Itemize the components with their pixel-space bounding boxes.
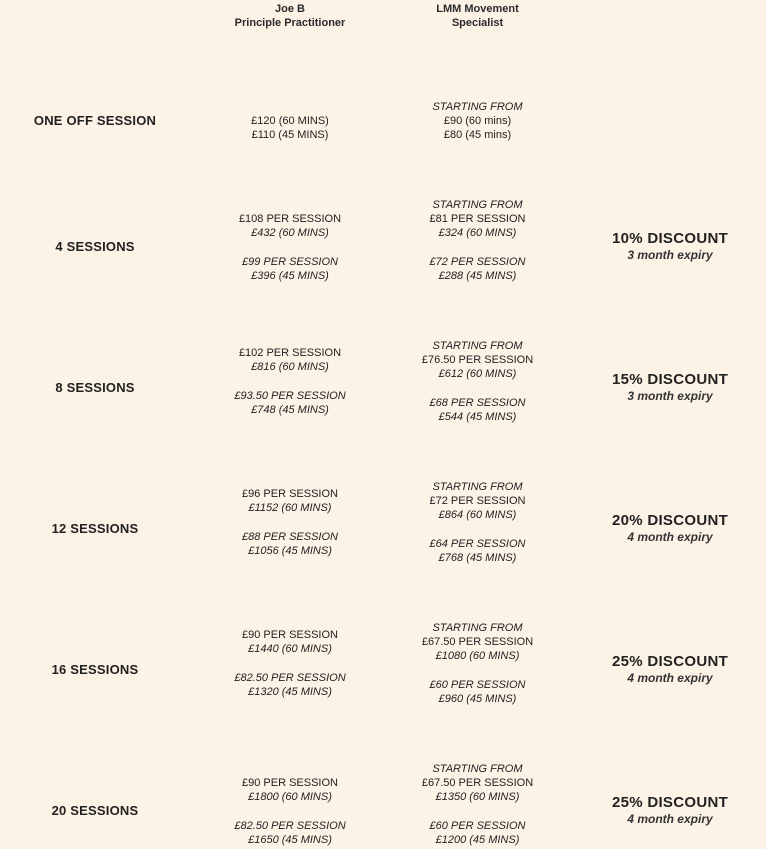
price-line: £64 PER SESSION bbox=[429, 538, 526, 550]
discount-expiry: 4 month expiry bbox=[627, 671, 713, 685]
row-label: ONE OFF SESSION bbox=[33, 113, 157, 128]
discount-title: 25% DISCOUNT bbox=[611, 653, 729, 670]
discount-expiry: 3 month expiry bbox=[627, 248, 713, 262]
price-line: £67.50 PER SESSION bbox=[421, 636, 534, 648]
column-header-lmm bbox=[415, 2, 540, 30]
discount-badge bbox=[590, 371, 750, 403]
price-line: £288 (45 MINS) bbox=[438, 270, 517, 282]
price-line: £1152 (60 MINS) bbox=[248, 502, 332, 514]
starting-from-label: STARTING FROM bbox=[432, 481, 523, 493]
row-label: 4 SESSIONS bbox=[55, 239, 135, 254]
discount-title: 25% DISCOUNT bbox=[611, 794, 729, 811]
price-line: £324 (60 MINS) bbox=[438, 227, 517, 239]
price-line: £99 PER SESSION bbox=[242, 256, 338, 268]
price-line: £1440 (60 MINS) bbox=[248, 643, 332, 655]
row-label: 16 SESSIONS bbox=[51, 662, 139, 677]
price-line: £1650 (45 MINS) bbox=[248, 834, 332, 846]
price-line: £1800 (60 MINS) bbox=[248, 791, 332, 803]
joe-prices bbox=[220, 776, 360, 847]
joe-prices bbox=[220, 212, 360, 283]
starting-from-label: STARTING FROM bbox=[432, 622, 523, 634]
price-line: £80 (45 mins) bbox=[443, 129, 512, 141]
price-line: £544 (45 MINS) bbox=[438, 411, 517, 423]
row-label: 8 SESSIONS bbox=[55, 380, 135, 395]
price-line: £67.50 PER SESSION bbox=[421, 777, 534, 789]
discount-title: 20% DISCOUNT bbox=[611, 512, 729, 529]
joe-prices bbox=[220, 346, 360, 417]
price-line: £432 (60 MINS) bbox=[251, 227, 329, 239]
price-line: £110 (45 MINS) bbox=[251, 129, 329, 141]
price-line: £90 (60 mins) bbox=[443, 115, 512, 127]
price-line: £120 (60 MINS) bbox=[251, 115, 329, 127]
price-line: £72 PER SESSION bbox=[429, 256, 526, 268]
price-line: £90 PER SESSION bbox=[242, 629, 338, 641]
starting-from-label: STARTING FROM bbox=[432, 763, 523, 775]
price-line: £82.50 PER SESSION bbox=[234, 820, 346, 832]
price-line: £60 PER SESSION bbox=[429, 820, 526, 832]
lmm-prices bbox=[400, 762, 555, 847]
price-line: £68 PER SESSION bbox=[429, 397, 526, 409]
price-line: £816 (60 MINS) bbox=[251, 361, 329, 373]
price-line: £72 PER SESSION bbox=[429, 495, 526, 507]
price-line: £1200 (45 MINS) bbox=[435, 834, 520, 846]
price-line: £76.50 PER SESSION bbox=[421, 354, 534, 366]
starting-from-label: STARTING FROM bbox=[432, 340, 523, 352]
header-title: Principle Practitioner bbox=[234, 17, 346, 29]
price-line: £60 PER SESSION bbox=[429, 679, 526, 691]
price-line: £90 PER SESSION bbox=[242, 777, 338, 789]
header-name: Joe B bbox=[275, 3, 305, 15]
discount-title: 15% DISCOUNT bbox=[611, 371, 729, 388]
price-line: £748 (45 MINS) bbox=[251, 404, 329, 416]
price-line: £102 PER SESSION bbox=[238, 347, 342, 359]
price-line: £96 PER SESSION bbox=[242, 488, 338, 500]
lmm-prices bbox=[400, 480, 555, 565]
price-line: £1350 (60 MINS) bbox=[435, 791, 520, 803]
price-line: £82.50 PER SESSION bbox=[234, 672, 346, 684]
row-label: 12 SESSIONS bbox=[51, 521, 139, 536]
price-line: £81 PER SESSION bbox=[429, 213, 526, 225]
price-line: £93.50 PER SESSION bbox=[234, 390, 346, 402]
discount-badge bbox=[590, 512, 750, 544]
lmm-prices bbox=[400, 621, 555, 706]
discount-expiry: 3 month expiry bbox=[627, 389, 713, 403]
price-line: £108 PER SESSION bbox=[238, 213, 342, 225]
price-line: £768 (45 MINS) bbox=[438, 552, 517, 564]
row-label: 20 SESSIONS bbox=[51, 803, 139, 818]
lmm-prices bbox=[400, 198, 555, 283]
discount-badge bbox=[590, 794, 750, 826]
discount-expiry: 4 month expiry bbox=[627, 812, 713, 826]
discount-badge bbox=[590, 230, 750, 262]
price-line: £396 (45 MINS) bbox=[251, 270, 329, 282]
price-line: £1056 (45 MINS) bbox=[248, 545, 332, 557]
price-line: £960 (45 MINS) bbox=[438, 693, 517, 705]
lmm-prices bbox=[400, 339, 555, 424]
joe-prices bbox=[220, 114, 360, 142]
joe-prices bbox=[220, 628, 360, 699]
starting-from-label: STARTING FROM bbox=[432, 101, 523, 113]
joe-prices bbox=[220, 487, 360, 558]
discount-expiry: 4 month expiry bbox=[627, 530, 713, 544]
discount-title: 10% DISCOUNT bbox=[611, 230, 729, 247]
header-title: Specialist bbox=[451, 17, 504, 29]
header-name: LMM Movement bbox=[436, 3, 519, 15]
price-line: £612 (60 MINS) bbox=[438, 368, 517, 380]
lmm-prices bbox=[400, 100, 555, 142]
price-line: £88 PER SESSION bbox=[242, 531, 338, 543]
price-line: £1320 (45 MINS) bbox=[248, 686, 332, 698]
price-line: £864 (60 MINS) bbox=[438, 509, 517, 521]
starting-from-label: STARTING FROM bbox=[432, 199, 523, 211]
discount-badge bbox=[590, 653, 750, 685]
column-header-joe bbox=[230, 2, 350, 30]
price-line: £1080 (60 MINS) bbox=[435, 650, 520, 662]
